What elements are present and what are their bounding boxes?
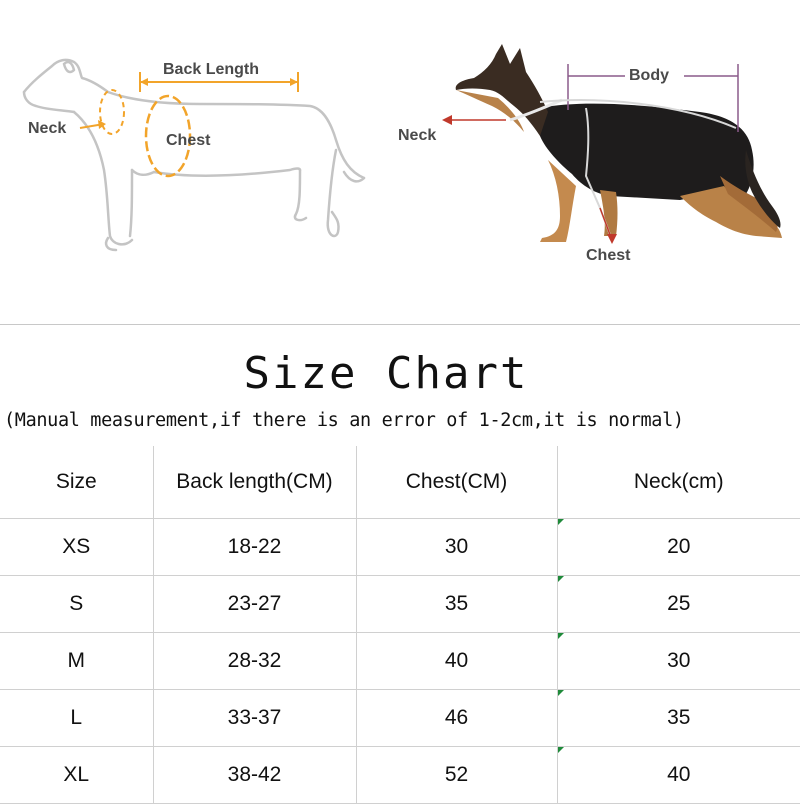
- neck-cell: [557, 633, 800, 690]
- neck-label-right: Neck: [398, 127, 437, 144]
- chest-cell: 35: [356, 576, 557, 633]
- header-neck: Neck(cm): [557, 446, 800, 519]
- back-length-label: Back Length: [163, 61, 260, 78]
- header-size: Size: [0, 446, 153, 519]
- chest-cell: 40: [356, 633, 557, 690]
- neck-value: 25: [667, 592, 691, 615]
- measurement-note: (Manual measurement,if there is an error of 1-2cm,it is normal): [4, 410, 684, 431]
- section-divider: [0, 324, 800, 325]
- back-length-cell: 18-22: [153, 519, 356, 576]
- neck-value: 20: [667, 535, 691, 558]
- header-chest: Chest(CM): [356, 446, 557, 519]
- cell-marker: [558, 633, 564, 639]
- chest-label-right: Chest: [586, 247, 631, 264]
- neck-value: 30: [667, 649, 691, 672]
- neck-cell: [557, 747, 800, 804]
- table-row: [0, 633, 800, 690]
- cell-marker: [558, 576, 564, 582]
- size-cell: XS: [0, 519, 153, 576]
- neck-value: 40: [667, 763, 691, 786]
- cell-marker: [558, 747, 564, 753]
- table-row: [0, 576, 800, 633]
- neck-cell: [557, 690, 800, 747]
- size-cell: M: [0, 633, 153, 690]
- chest-label: Chest: [166, 132, 211, 149]
- cell-marker: [558, 519, 564, 525]
- body-label: Body: [629, 67, 669, 84]
- size-cell: S: [0, 576, 153, 633]
- table-header-row: [0, 446, 800, 519]
- neck-value: 35: [667, 706, 691, 729]
- cell-marker: [558, 690, 564, 696]
- header-back-length: Back length(CM): [153, 446, 356, 519]
- back-length-cell: 33-37: [153, 690, 356, 747]
- table-row: [0, 690, 800, 747]
- neck-cell: [557, 576, 800, 633]
- size-table: [0, 446, 800, 804]
- back-length-cell: 23-27: [153, 576, 356, 633]
- chest-cell: 46: [356, 690, 557, 747]
- table-row: [0, 747, 800, 804]
- chest-cell: 30: [356, 519, 557, 576]
- page-title: Size Chart: [243, 348, 529, 399]
- neck-cell: [557, 519, 800, 576]
- back-length-cell: 28-32: [153, 633, 356, 690]
- measurement-diagrams: [0, 0, 800, 320]
- neck-label: Neck: [28, 120, 67, 137]
- size-cell: L: [0, 690, 153, 747]
- table-row: [0, 519, 800, 576]
- shepherd-dog-photo: [0, 0, 800, 320]
- back-length-cell: 38-42: [153, 747, 356, 804]
- chest-cell: 52: [356, 747, 557, 804]
- size-cell: XL: [0, 747, 153, 804]
